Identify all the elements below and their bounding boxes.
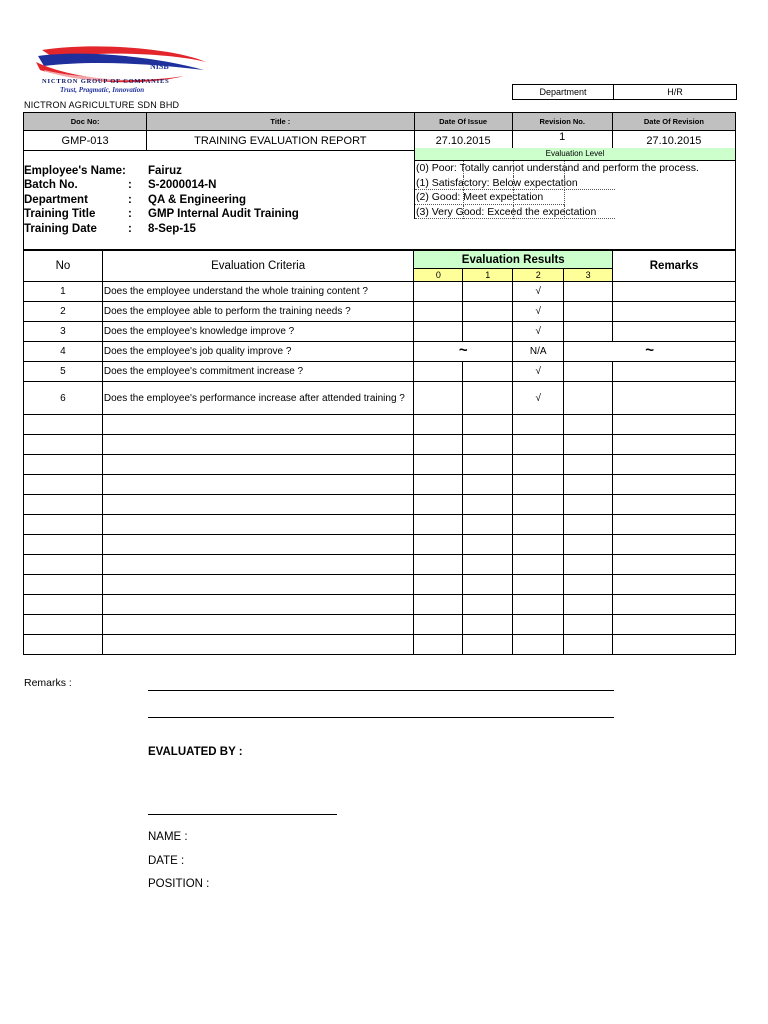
logo-tagline-text: Trust, Pragmatic, Innovation <box>60 86 145 94</box>
training-date-value: 8-Sep-15 <box>148 222 196 235</box>
table-row <box>24 342 736 362</box>
batch-row <box>24 178 299 192</box>
row-score-mark: √ <box>513 322 564 342</box>
name-label: NAME : <box>148 831 188 843</box>
department-box <box>512 84 737 100</box>
table-row <box>24 362 736 382</box>
empty-table-row <box>24 515 736 535</box>
empty-table-row <box>24 595 736 615</box>
row-number: 6 <box>24 382 103 415</box>
row-score-mark: √ <box>513 382 564 415</box>
row-number: 5 <box>24 362 103 382</box>
employee-department-value: QA & Engineering <box>148 193 246 206</box>
logo-brand-text: NISB <box>150 62 169 71</box>
empty-table-row <box>24 555 736 575</box>
title-label: Title : <box>147 113 414 131</box>
row-number: 1 <box>24 282 103 302</box>
row-criteria: Does the employee's commitment increase ? <box>102 362 414 382</box>
table-row <box>24 322 736 342</box>
batch-colon: : <box>128 179 132 192</box>
department-value: H/R <box>614 85 737 100</box>
score-1-header: 1 <box>463 269 513 282</box>
no-header: No <box>24 251 103 282</box>
evaluation-level-2-text: (2) Good: Meet expectation <box>416 191 544 203</box>
employee-name-row <box>24 164 299 178</box>
evaluation-level-title: Evaluation Level <box>414 148 736 161</box>
training-date-row <box>24 222 299 236</box>
score-3-header: 3 <box>564 269 613 282</box>
training-title-colon: : <box>128 208 132 221</box>
date-issue-value: 27.10.2015 <box>414 131 512 151</box>
company-name: NICTRON AGRICULTURE SDN BHD <box>24 100 180 110</box>
row-score-mark: √ <box>513 302 564 322</box>
date-label: DATE : <box>148 854 185 867</box>
row-score-mark: √ <box>513 362 564 382</box>
batch-value: S-2000014-N <box>148 179 217 192</box>
evaluation-table <box>23 250 736 655</box>
evaluation-level-legend <box>414 148 736 219</box>
row-criteria: Does the employee understand the whole training content ? <box>102 282 414 302</box>
employee-info <box>24 164 299 236</box>
employee-department-label: Department <box>24 193 88 206</box>
score-0-header: 0 <box>414 269 463 282</box>
evaluation-level-1-text: (1) Satisfactory: Below expectation <box>416 176 578 189</box>
logo-group-text: NICTRON GROUP OF COMPANIES <box>42 78 170 85</box>
merged-tilde-mark: ~ <box>645 342 654 359</box>
evaluation-level-2 <box>414 190 736 205</box>
doc-no-label: Doc No: <box>24 113 147 131</box>
row-criteria: Does the employee able to perform the training needs ? <box>102 302 414 322</box>
empty-table-row <box>24 635 736 655</box>
empty-table-row <box>24 575 736 595</box>
evaluation-level-0-text: (0) Poor: Totally cannot understand and perform the process. <box>416 162 699 174</box>
department-colon: : <box>128 193 132 206</box>
remarks-line-2 <box>148 717 614 718</box>
remarks-header: Remarks <box>613 251 736 282</box>
table-row <box>24 302 736 322</box>
row-score-mark: N/A <box>513 342 564 362</box>
empty-table-row <box>24 475 736 495</box>
date-revision-label: Date Of Revision <box>612 113 735 131</box>
department-label: Department <box>513 85 614 100</box>
revision-label: Revision No. <box>512 113 612 131</box>
date-issue-label: Date Of Issue <box>414 113 512 131</box>
row-criteria: Does the employee's performance increase after attended training ? <box>102 382 414 415</box>
row-number: 4 <box>24 342 103 362</box>
signature-line <box>148 814 337 815</box>
remarks-label: Remarks : <box>24 677 72 689</box>
empty-table-row <box>24 455 736 475</box>
remarks-line-1 <box>148 690 614 691</box>
evaluated-by-label: EVALUATED BY : <box>148 746 243 758</box>
criteria-header: Evaluation Criteria <box>102 251 414 282</box>
evaluation-level-0 <box>414 161 736 176</box>
row-criteria: Does the employee's knowledge improve ? <box>102 322 414 342</box>
training-date-colon: : <box>128 222 132 235</box>
evaluation-level-1 <box>414 176 736 191</box>
employee-name-value: Fairuz <box>148 165 182 177</box>
empty-table-row <box>24 615 736 635</box>
evaluation-level-3-text: (3) Very Good: Exceed the expectation <box>416 205 597 218</box>
training-title-value: GMP Internal Audit Training <box>148 208 299 221</box>
position-label: POSITION : <box>148 878 210 890</box>
row-score-mark: √ <box>513 282 564 302</box>
signature-block <box>148 826 209 897</box>
evaluation-level-3 <box>414 205 736 220</box>
batch-label: Batch No. <box>24 179 78 192</box>
empty-table-row <box>24 495 736 515</box>
revision-value: 1 <box>512 131 612 151</box>
empty-table-row <box>24 435 736 455</box>
title-value: TRAINING EVALUATION REPORT <box>147 131 414 151</box>
doc-no-value: GMP-013 <box>24 131 147 151</box>
department-row <box>24 193 299 207</box>
employee-name-label: Employee's Name: <box>24 165 126 177</box>
training-date-label: Training Date <box>24 222 97 235</box>
date-revision-value: 27.10.2015 <box>612 131 735 151</box>
company-logo <box>34 40 214 98</box>
empty-table-row <box>24 535 736 555</box>
merged-tilde-mark: ~ <box>458 342 468 359</box>
table-row <box>24 382 736 415</box>
evaluation-results-header: Evaluation Results <box>414 251 613 269</box>
empty-table-row <box>24 415 736 435</box>
empty-rows <box>24 415 736 655</box>
training-title-label: Training Title <box>24 208 96 221</box>
row-number: 3 <box>24 322 103 342</box>
row-criteria: Does the employee's job quality improve ? <box>102 342 414 362</box>
table-row <box>24 282 736 302</box>
training-title-row <box>24 207 299 221</box>
row-number: 2 <box>24 302 103 322</box>
document-header-table <box>23 112 736 151</box>
score-2-header: 2 <box>513 269 564 282</box>
